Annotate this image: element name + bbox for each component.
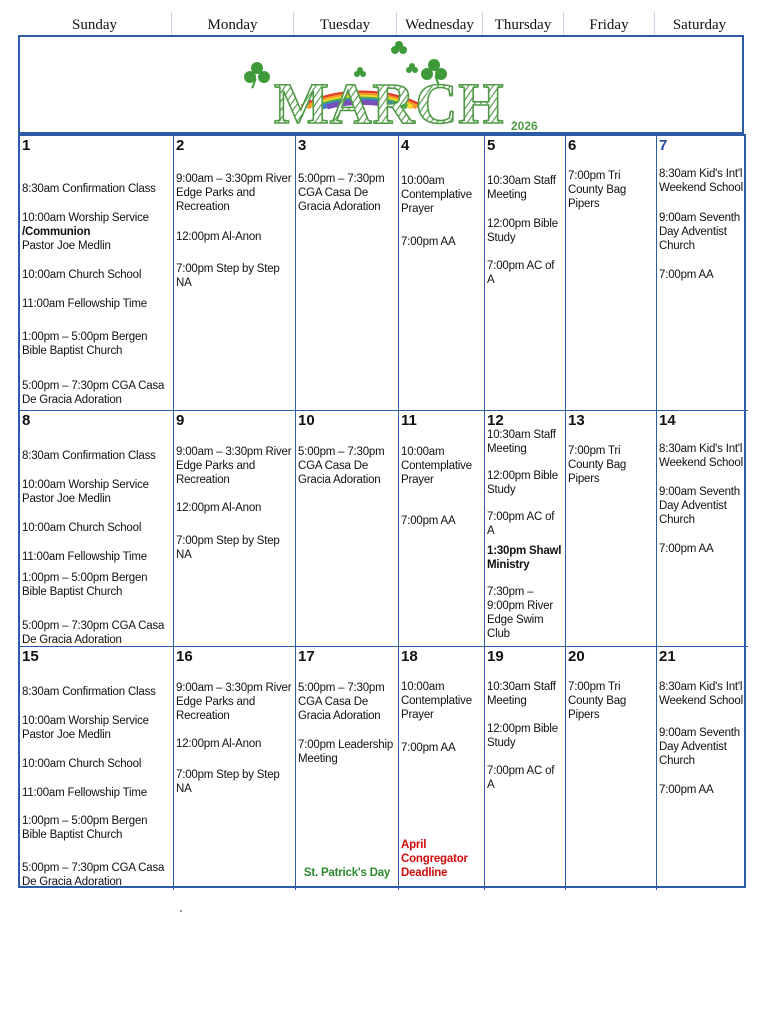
day-number: 20 [568, 648, 585, 665]
calendar-event: 7:00pm Step by Step NA [176, 535, 280, 561]
speck [180, 910, 182, 912]
day-number: 4 [401, 137, 410, 154]
calendar-event: Pastor Joe Medlin [22, 240, 111, 252]
calendar-event: 7:00pm Step by Step NA [176, 769, 280, 795]
calendar-event: 8:30am Confirmation Class [22, 686, 156, 698]
calendar-event: 10:00am Contemplative Prayer [401, 175, 472, 215]
day-cell-1[interactable] [20, 136, 174, 411]
calendar-event: 11:00am Fellowship Time [22, 551, 147, 563]
calendar-event: 9:00am Seventh Day Adventist Church [659, 727, 740, 767]
day-cell-15[interactable] [20, 647, 174, 890]
day-number: 2 [176, 137, 185, 154]
calendar-event: 9:00am – 3:30pm River Edge Parks and Recreation [176, 173, 292, 213]
calendar-event: 8:30am Kid's Int'l Weekend School [659, 681, 743, 707]
calendar-event: 7:00pm Step by Step NA [176, 263, 280, 289]
day-cell-18[interactable] [399, 647, 485, 890]
day-cell-6[interactable] [566, 136, 657, 411]
day-cell-19[interactable] [485, 647, 566, 890]
calendar-event: 5:00pm – 7:30pm CGA Casa De Gracia Adoration [298, 682, 385, 722]
calendar-event: 7:00pm AA [659, 269, 714, 281]
day-cell-21[interactable] [657, 647, 748, 890]
weekday-monday: Monday [172, 12, 294, 36]
weekday-thursday: Thursday [483, 12, 564, 36]
calendar-event: 5:00pm – 7:30pm CGA Casa De Gracia Adoration [298, 446, 385, 486]
calendar-event: 7:00pm Tri County Bag Pipers [568, 681, 627, 721]
day-cell-2[interactable] [174, 136, 296, 411]
day-number: 5 [487, 137, 496, 154]
calendar-event: 7:00pm Leadership Meeting [298, 739, 394, 765]
calendar-event: 7:00pm Tri County Bag Pipers [568, 445, 627, 485]
calendar-event: 7:00pm AC of A [487, 511, 555, 537]
calendar-event: 11:00am Fellowship Time [22, 787, 147, 799]
day-cell-20[interactable] [566, 647, 657, 890]
calendar-event: Pastor Joe Medlin [22, 729, 111, 741]
calendar-event: 7:00pm AC of A [487, 260, 555, 286]
day-cell-14[interactable] [657, 411, 748, 647]
day-number: 12 [487, 412, 504, 429]
calendar-event: 9:00am – 3:30pm River Edge Parks and Recreation [176, 446, 292, 486]
calendar-event: 12:00pm Al-Anon [176, 231, 262, 243]
calendar-event: 8:30am Confirmation Class [22, 450, 156, 462]
weekday-sunday: Sunday [18, 12, 172, 36]
weekday-tuesday: Tuesday [294, 12, 397, 36]
month-title: MARCH [274, 71, 505, 132]
calendar-event: 12:00pm Bible Study [487, 218, 558, 244]
calendar-event: 12:00pm Bible Study [487, 470, 558, 496]
calendar-event: 7:00pm AA [659, 543, 714, 555]
day-number: 8 [22, 412, 31, 429]
day-number: 14 [659, 412, 676, 429]
calendar-event: 1:00pm – 5:00pm Bergen Bible Baptist Church [22, 815, 148, 841]
calendar-event: 5:00pm – 7:30pm CGA Casa De Gracia Adoration [22, 862, 165, 888]
calendar-event: 10:30am Staff Meeting [487, 681, 556, 707]
day-cell-13[interactable] [566, 411, 657, 647]
calendar-event: 9:00am – 3:30pm River Edge Parks and Recreation [176, 682, 292, 722]
day-cell-3[interactable] [296, 136, 399, 411]
month-banner [18, 35, 744, 134]
calendar-event: 8:30am Kid's Int'l Weekend School [659, 443, 743, 469]
day-cell-4[interactable] [399, 136, 485, 411]
day-number: 19 [487, 648, 504, 665]
calendar-event: 12:00pm Bible Study [487, 723, 558, 749]
day-number: 3 [298, 137, 307, 154]
day-number: 7 [659, 137, 668, 154]
day-cell-10[interactable] [296, 411, 399, 647]
march-banner-art [20, 37, 742, 132]
calendar-event: 9:00am Seventh Day Adventist Church [659, 212, 740, 252]
calendar-event: 10:00am Worship Service [22, 715, 149, 727]
calendar-event: 7:30pm – 9:00pm River Edge Swim Club [487, 586, 553, 640]
calendar-event: 7:00pm Tri County Bag Pipers [568, 170, 627, 210]
calendar-event: St. Patrick's Day [303, 867, 391, 879]
calendar-event: 7:00pm AA [401, 515, 456, 527]
calendar-event: 11:00am Fellowship Time [22, 298, 147, 310]
calendar-event: 7:00pm AC of A [487, 765, 555, 791]
calendar-event: 9:00am Seventh Day Adventist Church [659, 486, 740, 526]
calendar-event: 12:00pm Al-Anon [176, 502, 262, 514]
calendar-event: 10:30am Staff Meeting [487, 175, 556, 201]
day-cell-9[interactable] [174, 411, 296, 647]
day-number: 11 [401, 412, 417, 429]
day-number: 10 [298, 412, 315, 429]
day-number: 9 [176, 412, 185, 429]
weekday-friday: Friday [564, 12, 655, 36]
day-cell-12[interactable] [485, 411, 566, 647]
calendar-event: 10:00am Church School [22, 758, 142, 770]
calendar-event: 8:30am Confirmation Class [22, 183, 156, 195]
day-number: 1 [22, 137, 31, 154]
day-number: 18 [401, 648, 418, 665]
weekday-saturday: Saturday [672, 17, 727, 33]
calendar-grid [18, 134, 746, 888]
calendar-event: 10:00am Contemplative Prayer [401, 681, 472, 721]
weekday-header-row [18, 12, 745, 36]
calendar-event: April Congregator Deadline [401, 839, 468, 879]
calendar-event: 5:00pm – 7:30pm CGA Casa De Gracia Adoration [298, 173, 385, 213]
year-label: 2026 [511, 119, 538, 132]
calendar-event: 5:00pm – 7:30pm CGA Casa De Gracia Adoration [22, 620, 165, 646]
calendar-event: 10:30am Staff Meeting [487, 429, 556, 455]
day-number: 15 [22, 648, 39, 665]
day-cell-5[interactable] [485, 136, 566, 411]
day-number: 17 [298, 648, 315, 665]
calendar-event: 7:00pm AA [659, 784, 714, 796]
calendar-event: 8:30am Kid's Int'l Weekend School [659, 168, 743, 194]
calendar-event: 1:30pm Shawl Ministry [487, 545, 562, 571]
day-cell-17[interactable] [296, 647, 399, 890]
calendar-event: 7:00pm AA [401, 236, 456, 248]
day-cell-11[interactable] [399, 411, 485, 647]
calendar-event: 10:00am Church School [22, 269, 142, 281]
calendar-event: 10:00am Church School [22, 522, 142, 534]
day-cell-8[interactable] [20, 411, 174, 647]
calendar-event: 5:00pm – 7:30pm CGA Casa De Gracia Adoration [22, 380, 165, 406]
day-number: 21 [659, 648, 676, 665]
calendar-event: 1:00pm – 5:00pm Bergen Bible Baptist Church [22, 331, 148, 357]
calendar-event: 10:00am Contemplative Prayer [401, 446, 472, 486]
day-number: 13 [568, 412, 585, 429]
day-cell-16[interactable] [174, 647, 296, 890]
calendar-event: 10:00am Worship Service [22, 479, 149, 491]
day-number: 6 [568, 137, 577, 154]
day-number: 16 [176, 648, 193, 665]
calendar-event: 10:00am Worship Service [22, 212, 149, 224]
calendar-event: 12:00pm Al-Anon [176, 738, 262, 750]
calendar-event: Pastor Joe Medlin [22, 493, 111, 505]
day-cell-7[interactable] [657, 136, 748, 411]
calendar-event: /Communion [22, 226, 91, 238]
weekday-wednesday: Wednesday [397, 12, 483, 36]
calendar-event: 7:00pm AA [401, 742, 456, 754]
calendar-event: 1:00pm – 5:00pm Bergen Bible Baptist Church [22, 572, 148, 598]
